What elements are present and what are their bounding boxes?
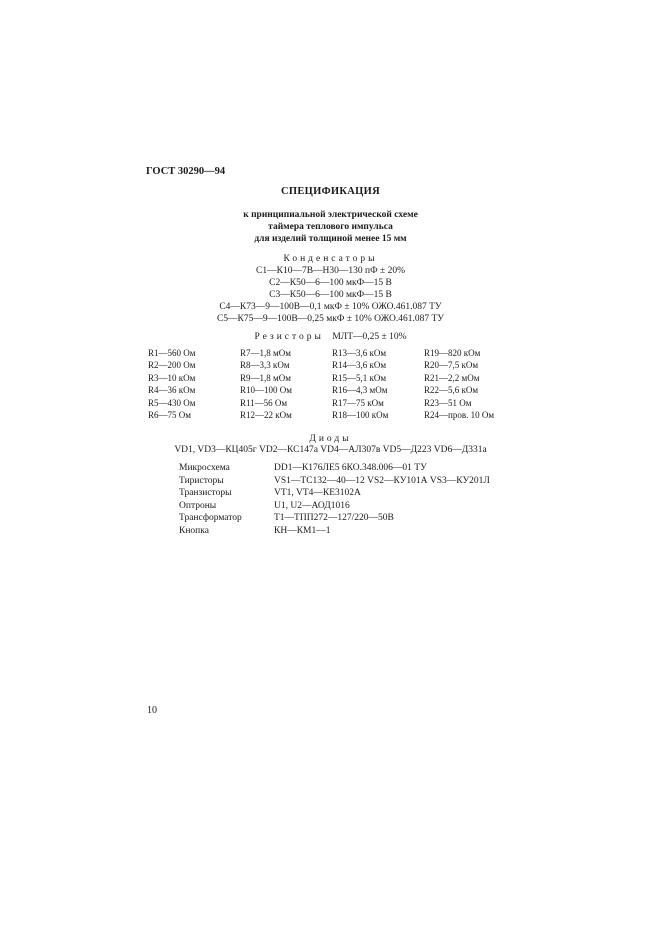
capacitor-item: С3—К50—6—100 мкФ—15 В [269,290,392,300]
component-label: Транзисторы [179,488,232,499]
document-code: ГОСТ 30290—94 [146,166,226,177]
resistor-cell: R19—820 кОм [424,348,481,358]
page-title: СПЕЦИФИКАЦИЯ [281,186,380,197]
resistors-heading: Резисторы [254,332,324,342]
resistor-cell: R4—36 кОм [148,385,196,396]
component-row [179,475,490,488]
resistor-cell: R11—56 Ом [240,397,288,408]
component-label: Тиристоры [179,475,224,486]
resistor-cell: R5—430 Ом [148,397,196,408]
resistor-cell: R14—3,6 кОм [332,360,387,371]
resistor-cell: R7—1,8 мОм [240,348,291,358]
subtitle-line-2: таймера теплового импульса [268,222,393,232]
resistor-cell: R3—10 кОм [148,372,196,383]
diodes-heading: Диоды [309,434,352,444]
resistor-cell: R2—200 Ом [148,360,196,371]
resistors-type: МЛТ—0,25 ± 10% [332,332,407,342]
page-number: 10 [147,705,157,716]
components-list [179,462,490,538]
subtitle-line-3: для изделий толщиной менее 15 мм [254,234,407,244]
resistors-heading-line [0,332,661,342]
resistor-cell: R13—3,6 кОм [332,348,387,358]
component-value: VS1—ТС132—40—12 VS2—КУ101А VS3—КУ201Л [274,475,490,486]
component-row [179,487,490,500]
component-label: Оптроны [179,500,217,511]
resistor-cell: R20—7,5 кОм [424,360,479,371]
component-value: U1, U2—АОД1016 [274,500,350,511]
resistor-cell: R9—1,8 мОм [240,372,291,383]
resistor-cell: R18—100 кОм [332,409,389,420]
resistor-cell: R15—5,1 кОм [332,372,387,383]
component-value: Т1—ТПП272—127/220—50В [274,513,394,524]
resistor-cell: R6—75 Ом [148,409,191,420]
resistor-cell: R16—4,3 мОм [332,385,388,396]
diodes-line: VD1, VD3—КЦ405г VD2—КС147а VD4—АЛ307в VD5—Д223 VD6—Д331а [174,445,487,455]
resistor-cell: R8—3,3 кОм [240,360,290,371]
component-row [179,462,490,475]
resistor-cell: R1—560 Ом [148,348,196,358]
resistors-table [148,347,518,421]
capacitors-heading: Конденсаторы [283,254,378,264]
capacitor-item: С5—К75—9—100В—0,25 мкФ ± 10% ОЖО.461.087 ТУ [216,314,445,324]
component-value: VT1, VT4—КЕ3102А [274,488,361,499]
resistor-cell: R21—2,2 мОм [424,372,480,383]
capacitor-item: С1—К10—7В—Н30—130 пФ ± 20% [256,266,405,276]
component-row [179,512,490,525]
capacitor-item: С4—К73—9—100В—0,1 мкФ ± 10% ОЖО.461.087 ТУ [219,302,442,312]
component-row [179,500,490,513]
resistor-cell: R24—пров. 10 Ом [424,409,495,420]
component-label: Трансформатор [179,513,242,524]
component-label: Микросхема [179,463,230,473]
resistor-cell: R12—22 кОм [240,409,292,420]
resistor-cell: R10—100 Ом [240,385,292,396]
capacitor-item: С2—К50—6—100 мкФ—15 В [269,278,392,288]
component-value: DD1—К176ЛЕ5 6КО.348.006—01 ТУ [274,463,427,473]
resistor-cell: R17—75 кОм [332,397,384,408]
subtitle-line-1: к принципиальной электрической схеме [243,210,418,220]
component-value: КН—КМ1—1 [274,525,331,536]
component-label: Кнопка [179,525,209,536]
resistor-cell: R23—51 Ом [424,397,472,408]
component-row [179,525,490,538]
resistor-cell: R22—5,6 кОм [424,385,479,396]
